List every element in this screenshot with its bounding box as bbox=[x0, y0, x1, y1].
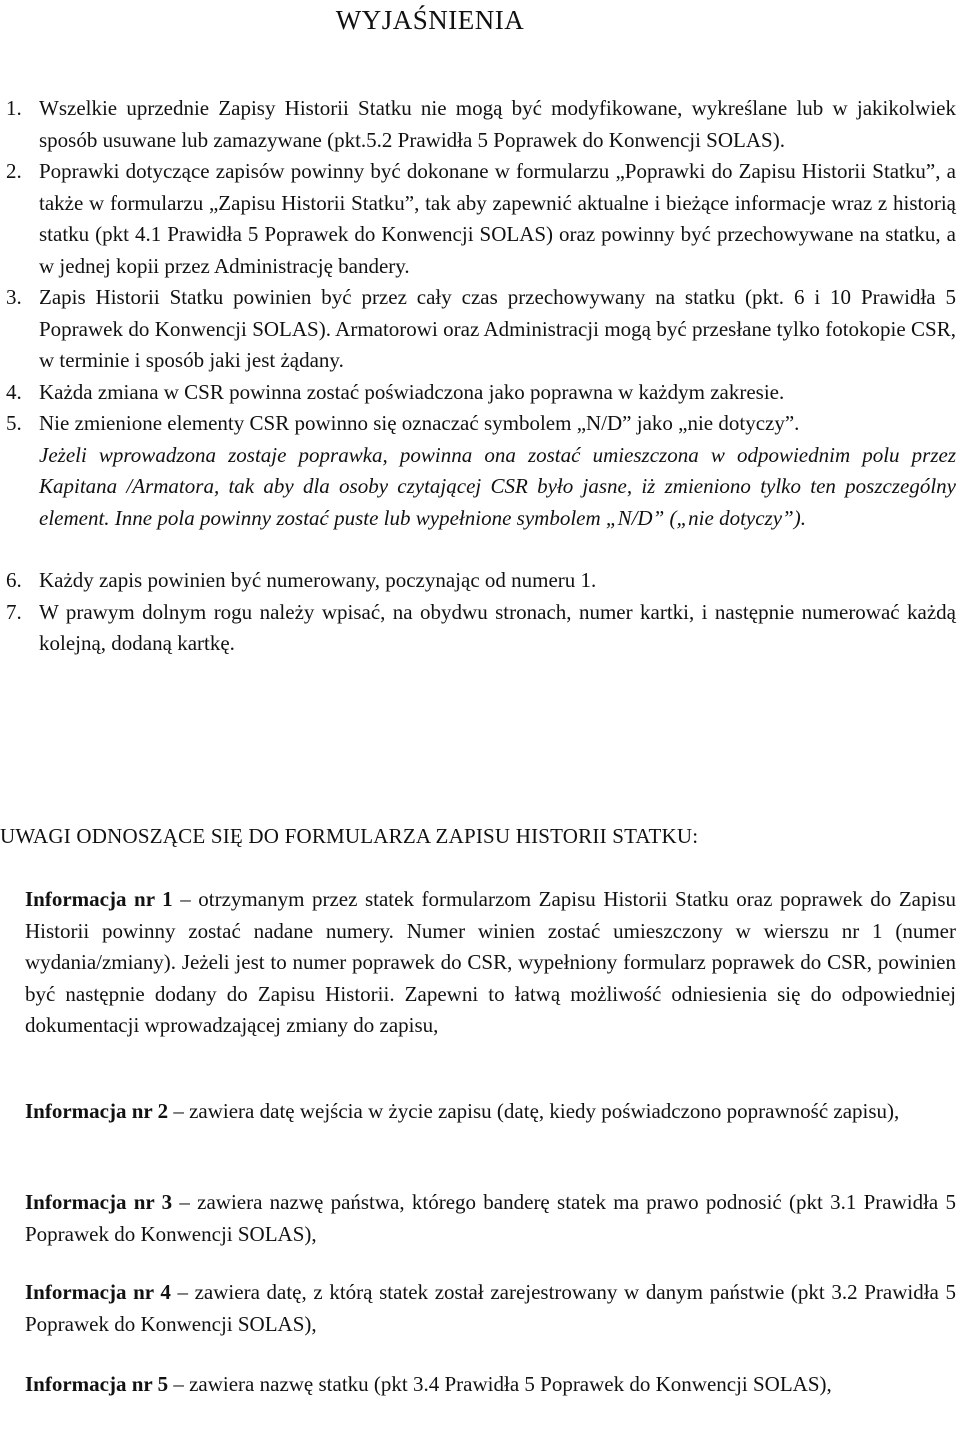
info-label: Informacja nr 3 bbox=[25, 1190, 173, 1214]
info-paragraph-4 bbox=[25, 1277, 956, 1340]
info-text: – zawiera nazwę państwa, którego banderę statek ma prawo podnosić (pkt 3.1 Prawidła 5 Poprawek do Konwencji SOLAS), bbox=[25, 1190, 957, 1246]
item-text: Poprawki dotyczące zapisów powinny być dokonane w formularzu „Poprawki do Zapisu Historii Statku”, a także w formularzu „Zapisu Historii Statku”, tak aby zapewnić aktualne i bieżące informacje wraz z historią statku (pkt 4.1 Prawidła 5 Poprawek do Konwencji SOLAS) oraz powinny być przechowywane na statku, a w jednej kopii przez Administrację bandery. bbox=[39, 159, 956, 278]
explanations-list bbox=[0, 93, 960, 660]
italic-note: Jeżeli wprowadzona zostaje poprawka, powinna ona zostać umieszczona w odpowiednim polu przez Kapitana /Armatora, tak aby dla osoby czytającej CSR było jasne, iż zmieniono tylko ten poszczególny element. Inne pola powinny zostać puste lub wypełnione symbolem „N/D” („nie dotyczy”). bbox=[39, 442, 956, 530]
item-number: 1. bbox=[6, 96, 22, 120]
list-item bbox=[0, 597, 956, 660]
list-item bbox=[0, 156, 956, 282]
item-text: Każdy zapis powinien być numerowany, poczynając od numeru 1. bbox=[39, 568, 597, 592]
item-number: 2. bbox=[6, 159, 22, 183]
info-paragraph-5 bbox=[25, 1369, 956, 1401]
item-number: 6. bbox=[6, 568, 22, 592]
item-text: Nie zmienione elementy CSR powinno się oznaczać symbolem „N/D” jako „nie dotyczy”. bbox=[39, 411, 800, 435]
page-title: WYJAŚNIENIA bbox=[335, 5, 525, 35]
item-number: 4. bbox=[6, 379, 22, 404]
item-text: Zapis Historii Statku powinien być przez cały czas przechowywany na statku (pkt. 6 i 10 Prawidła 5 Poprawek do Konwencji SOLAS). Armatorowi oraz Administracji mogą być przesłane tylko fotokopie CSR, w terminie i sposób jaki jest żądany. bbox=[39, 285, 956, 372]
list-item bbox=[0, 282, 956, 377]
list-item bbox=[0, 93, 956, 156]
item-text: Każda zmiana w CSR powinna zostać poświadczona jako poprawna w każdym zakresie. bbox=[39, 379, 785, 404]
info-text: – otrzymanym przez statek formularzom Zapisu Historii Statku oraz poprawek do Zapisu Historii powinny zostać nadane numery. Numer winien zostać umieszczony w wierszu nr 1 (numer wydania/zmiany). Jeżeli jest to numer poprawek do CSR, wypełniony formularz poprawek do CSR, powinien być następnie dodany do Zapisu Historii. Zapewni to łatwą możliwość odniesienia się do odpowiedniej dokumentacji wprowadzającej zmiany do zapisu, bbox=[25, 887, 956, 1037]
item-number: 3. bbox=[6, 285, 22, 309]
list-item bbox=[0, 377, 956, 409]
info-label: Informacja nr 5 bbox=[25, 1372, 169, 1396]
info-label: Informacja nr 4 bbox=[25, 1280, 171, 1304]
list-item bbox=[0, 408, 956, 440]
info-text: – zawiera nazwę statku (pkt 3.4 Prawidła 5 Poprawek do Konwencji SOLAS), bbox=[168, 1372, 832, 1396]
info-paragraph-3 bbox=[25, 1187, 956, 1250]
item-number: 7. bbox=[6, 599, 22, 624]
item-text: Wszelkie uprzednie Zapisy Historii Statku nie mogą być modyfikowane, wykreślane lub w jakikolwiek sposób usuwane lub zamazywane (pkt.5.2 Prawidła 5 Poprawek do Konwencji SOLAS). bbox=[39, 96, 956, 152]
notes-heading: UWAGI ODNOSZĄCE SIĘ DO FORMULARZA ZAPISU HISTORII STATKU: bbox=[0, 824, 699, 848]
info-label: Informacja nr 2 bbox=[25, 1099, 169, 1123]
info-paragraph-1 bbox=[25, 884, 956, 1042]
spacer bbox=[0, 534, 960, 565]
info-text: – zawiera datę wejścia w życie zapisu (datę, kiedy poświadczono poprawność zapisu), bbox=[168, 1099, 900, 1123]
item-number: 5. bbox=[6, 411, 22, 435]
info-text: – zawiera datę, z którą statek został zarejestrowany w danym państwie (pkt 3.2 Prawidła 5 Poprawek do Konwencji SOLAS), bbox=[25, 1280, 957, 1336]
list-item bbox=[0, 565, 956, 597]
info-label: Informacja nr 1 bbox=[25, 887, 173, 911]
info-paragraph-2 bbox=[25, 1096, 956, 1128]
item-text: W prawym dolnym rogu należy wpisać, na obydwu stronach, numer kartki, i następnie numerować każdą kolejną, dodaną kartkę. bbox=[39, 599, 956, 655]
